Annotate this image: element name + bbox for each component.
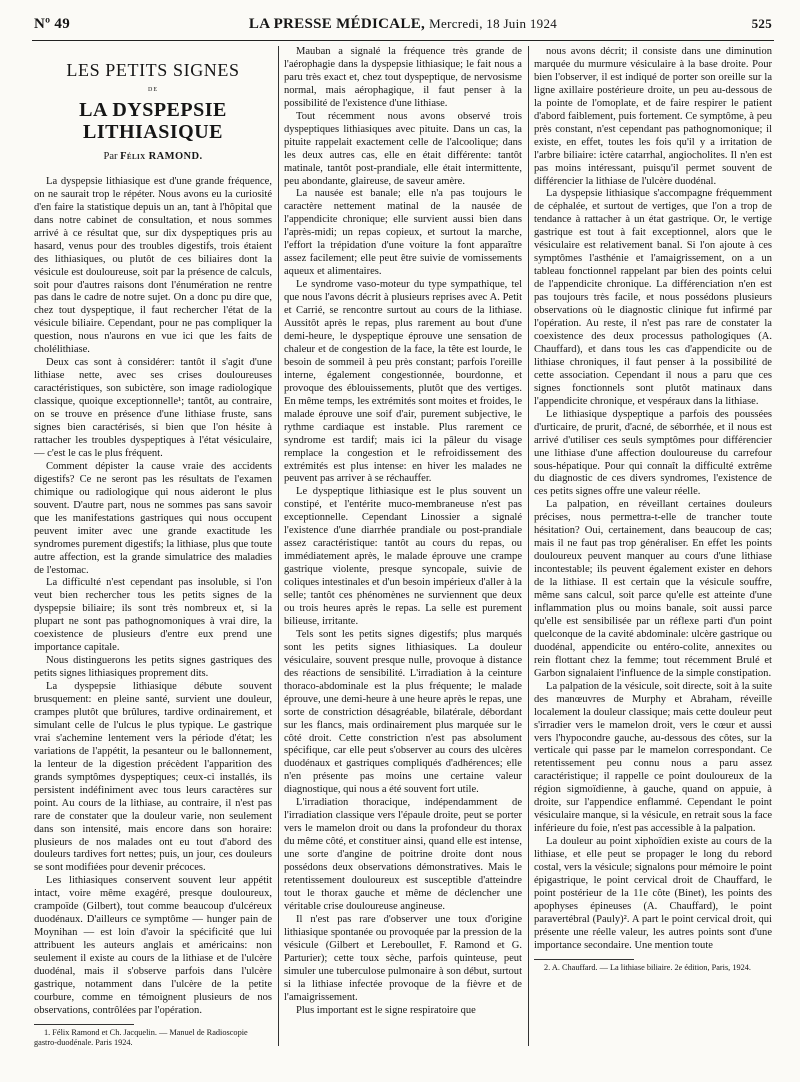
issue-number: Nº 49 <box>34 16 71 32</box>
footnote-rule <box>534 959 634 960</box>
paragraph: Comment dépister la cause vraie des accidents digestifs? Ce ne seront pas les résultats de l'examen chimique ou radiologique qui nous aideront le plus souvent. D'autre part, nous ne sommes pas sans savoir que les manifestations gastriques qui nous occupent peuvent imiter avec une grande exactitude les syndromes purement digestifs; la lithiase, plus que toute autre affection, est la grande simulatrice des maladies de l'estomac. <box>34 460 272 576</box>
page-number: 525 <box>751 16 772 31</box>
paragraph: La nausée est banale; elle n'a pas toujours le caractère nettement matinal de la nausée de l'appendicite chronique; elle survient aussi bien dans l'après-midi; un repas copieux, et surtout la marche, l'effort la trépidation d'une voiture la font apparaître assez facilement; elle peut être suivie de vomissements aqueux et alimentaires. <box>284 188 522 278</box>
footnote: 2. A. Chauffard. — La lithiase biliaire. 2e édition, Paris, 1924. <box>544 962 751 972</box>
byline <box>34 151 272 164</box>
column-2 <box>284 46 522 1066</box>
paragraph: Il n'est pas rare d'observer une toux d'origine lithiasique spontanée ou provoquée par la pression de la vésicule (Gilbert et Lereboullet, F. Ramond et G. Parturier); cette toux sèche, parfois quinteuse, peut simuler une tuberculose pulmonaire à son début, surtout si la lithiase infectée provoque de la fièvre et de l'amaigrissement. <box>284 913 522 1003</box>
page-header <box>34 16 772 38</box>
text-columns <box>34 46 772 1066</box>
author-name: Félix RAMOND. <box>120 150 203 162</box>
paragraph: La difficulté n'est cependant pas insoluble, si l'on veut bien rechercher tous les petits signes de la dyspepsie biliaire; ils sont très nombreux et, si la plupart ne sont pas pathognomoniques à vrai dire, la coexistence de plusieurs d'entre eux prend une importance capitale. <box>34 577 272 654</box>
paragraph: La palpation, en réveillant certaines douleurs précises, nous permettra-t-elle de trancher toute hésitation? Oui, certainement, dans beaucoup de cas; mais il ne faut pas trop généraliser. En effet les points douloureux peuvent manquer au cours d'une lithiase incontestable; ils peuvent également exister en dehors de la lithiase. Il est certain que la vésicule souffre, même sans calcul, soit parce qu'elle est atteinte d'une inflammation plus ou moins banale, soit aussi parce qu'elle est sensibilisée par un réflexe parti d'un point quelconque de la cavité abdominale: ulcère gastrique ou duodénal, appendicite ou entéro-colite, annexites ou rein flottant chez la femme; tout récemment Brulé et Garbon signalaient l'influence de la simple constipation. <box>534 499 772 679</box>
paragraph: Mauban a signalé la fréquence très grande de l'aérophagie dans la dyspepsie lithiasique; le fait nous a paru très exact et, chez tout dyspeptique, de nervosisme normal, mais aérophagique, il faut penser à la possibilité de l'existence d'une lithiase. <box>284 46 522 109</box>
column-divider <box>278 46 279 1046</box>
paragraph: Le dyspeptique lithiasique est le plus souvent un constipé, et l'entérite muco-membraneuse n'est pas exceptionnelle. Cependant Linossier a signalé l'existence d'une diarrhée prandiale ou post-prandiale assez caractéristique: tantôt au cours du repas, ou immédiatement après, le malade éprouve une crampe gastrique violente, presque syncopale, suivie de coliques intestinales et d'un besoin impérieux d'aller à la selle; tantôt ces phénomènes ne surviennent que deux ou trois heures après le repas. La selle est purement bilieuse, irritante. <box>284 486 522 627</box>
paragraph: Deux cas sont à considérer: tantôt il s'agit d'une lithiase nette, avec ses crises douloureuses caractéristiques, son subictère, son image radiologique classique, quoique exceptionnelle¹; tantôt, au contraire, on se trouve en présence d'une lithiase fruste, sans signes bien caractérisés, si bien que l'on hésite à rattacher les troubles dyspeptiques à l'état vésiculaire, — c'est le cas le plus fréquent. <box>34 357 272 459</box>
paragraph: L'irradiation thoracique, indépendamment de l'irradiation classique vers l'épaule droite, peut se porter vers le mamelon droit ou dans la profondeur du thorax du même côté, et constituer ainsi, quand elle est intense, une sorte d'angine de poitrine droite dont nous possédons deux observations démonstratives. Mais le retentissement douloureux est susceptible d'atteindre tout le thorax gauche et même de déclencher une véritable crise douloureuse angineuse. <box>284 797 522 912</box>
running-title <box>34 16 772 33</box>
paragraph: La palpation de la vésicule, soit directe, soit à la suite des manœuvres de Murphy et Abraham, réveille localement la douleur classique; mais cette douleur peut s'irradier vers le mamelon droit, vers le cœur et aussi vers l'hypocondre gauche, au-dessous des côtes, sur la verticale qui passe par le mamelon correspondant. Ce retentissement peu connu nous a paru assez caractéristique; il rappelle ce point douloureux de la région sigmoïdienne, à gauche, quand on appuie, à droite, sur l'appendice enflammé. Cependant le point vésiculaire manque, si la vésicule, en retrait sous la face inférieure du foie, n'est pas accessible à la palpation. <box>534 680 772 835</box>
paragraph: Le lithiasique dyspeptique a parfois des poussées d'urticaire, de prurit, d'acné, de séborrhée, et il nous est arrivé d'utiliser ces seuls symptômes pour différencier une lithiase d'une affection douloureuse du carrefour sous-hépatique. Pour qui connaît la difficulté extrême du diagnostic de ces divers syndromes, l'existence de ces petits signes offre une valeur réelle. <box>534 408 772 498</box>
journal-name: LA PRESSE MÉDICALE, <box>248 16 426 32</box>
column-1 <box>34 46 272 1066</box>
paragraph: Plus important est le signe respiratoire que <box>296 1004 476 1016</box>
paragraph: nous avons décrit; il consiste dans une diminution marquée du murmure vésiculaire à la base droite. Pour bien l'observer, il est indiqué de porter son oreille sur la ligne axillaire postérieure droite, un peu au-dessous de la pointe de l'omoplate, et de faire respirer le patient d'abord faiblement, puis fortement. Ce symptôme, à peu près constant, n'est cependant pas pathognomonique; il existe, en effet, toutes les fois qu'il y a irritation de l'arbre biliaire: ictère catarrhal, angiocholites. Il n'en est pas moins intéressant, puisqu'il permet souvent de différencier la lithiase de l'ulcère duodénal. <box>534 46 772 187</box>
paragraph: La douleur au point xiphoïdien existe au cours de la lithiase, et elle peut se propager le long du rebord costal, vers la vésicule; signalons pour mémoire le point épigastrique, le point cervical droit de Chauffard, le point postérieur de la 11e côte (Binet), les points des apophyses épineuses (A. Chauffard), le point paravertébral (Pauly)². A part le point cervical droit, qui présente une réelle valeur, les autres points sont d'une importance secondaire. Une mention toute <box>534 836 772 951</box>
article-title-line1: LES PETITS SIGNES <box>66 60 240 80</box>
article-title-line2: LA DYSPEPSIE LITHIASIQUE <box>79 98 227 143</box>
column-3 <box>534 46 772 1066</box>
paragraph: Les lithiasiques conservent souvent leur appétit intact, voire même exagéré, presque douloureux, crampoïde (Gilbert), tout comme beaucoup d'ulcéreux duodénaux. D'ailleurs ce symptôme — hunger pain de Moynihan — est loin d'avoir la spécificité que lui attribuent les auteurs anglais et américains: non seulement il existe au cours de la lithiase et de l'ulcère duodénal, mais il s'observe parfois dans l'ulcère gastrique, notamment dans l'ulcère de la petite courbure, comme en témoignent plusieurs de nos observations, contrôlées par l'opération. <box>34 875 272 1016</box>
column-divider <box>528 46 529 1046</box>
paragraph: Tels sont les petits signes digestifs; plus marqués sont les petits signes lithiasiques. La douleur vésiculaire, souvent presque nulle, provoque à distance des réactions de sensibilité. L'irradiation à la ceinture thoraco-abdominale est la plus fréquente; le malade éprouve, une demi-heure à une heure après le repas, une sorte de constriction désagréable, bilatérale, débordant sur les flancs, mais ordinairement plus marquée sur le côté droit. Cette constriction n'est pas absolument spécifique, car elle peut s'observer au cours des ulcères duodénaux et gastriques compliqués d'adhérences; elle n'en présente pas moins une certaine valeur diagnostique, qui nous a été souvent fort utile. <box>284 628 522 796</box>
footnote-rule <box>34 1024 134 1025</box>
paragraph: Tout récemment nous avons observé trois dyspeptiques lithiasiques avec pituite. Dans un cas, la pituite rappelait exactement celle de l'alcoolique; dans les deux autres cas, elle en était différente: tantôt matinale, tantôt post-prandiale, elle était intermittente, peu abondante, glaireuse, de saveur amère. <box>284 110 522 187</box>
paragraph: Le syndrome vaso-moteur du type sympathique, tel que nous l'avons décrit à plusieurs reprises avec A. Petit et Carrié, se rencontre surtout au cours de la lithiase. Aussitôt après le repas, plus rarement au bout d'une demi-heure, le dyspeptique éprouve une sensation de chaleur et de congestion de la face, la tête est lourde, le besoin de sommeil à peu près constant; parfois l'oreille interne, également congestionnée, bourdonne, et provoque des éblouissements, plutôt que des vertiges. En même temps, les extrémités sont moites et froides, le malade éprouve une soif d'air, purement subjective, le rythme cardiaque est instable. Plus rarement ce syndrome est tardif; mais ici la pâleur du visage remplace la congestion et le refroidissement des extrémités est plus intense: en hiver les malades ne peuvent pas arriver à se réchauffer. <box>284 279 522 485</box>
header-rule <box>32 40 774 41</box>
issue-date: Mercredi, 18 Juin 1924 <box>429 16 558 31</box>
paragraph: La dyspepsie lithiasique s'accompagne fréquemment de céphalée, et surtout de vertiges, que l'on a trop de tendance à rattacher à un état gastrique. Or, le vertige gastrique est tout à fait exceptionnel, alors que le vésiculaire est relativement banal. Si l'on ajoute à ces symptômes l'asthénie et l'amaigrissement, on a un tableau fonctionnel rappelant par bien des points celui de l'appendicite chronique. La différenciation n'en est pas toujours très facile, et nous possédons plusieurs observations où le diagnostic clinique fut infirmé par l'opération. Au reste, il n'est pas rare de constater la coexistence des deux processus pathologiques (A. Chauffard), et dans tous les cas d'appendicite ou de lithiase chroniques, il faut penser à la possibilité de cette association. Cependant il nous a paru que ces signes fonctionnels sont plutôt matinaux dans l'appendicite chronique, et vespéraux dans la lithiase. <box>534 188 772 407</box>
paragraph: Nous distinguerons les petits signes gastriques des petits signes lithiasiques proprement dits. <box>34 655 272 680</box>
paragraph: La dyspepsie lithiasique débute souvent brusquement: en pleine santé, survient une douleur, crampes plutôt que brûlures, tardive ordinairement, et simulant celle de l'ulcus le plus typique. Le gastrique vrai s'achemine lentement vers la période d'état; les variations de l'appétit, la pesanteur ou le ballonnement, la lenteur de la digestion précèdent l'apparition des grands symptômes dyspeptiques; ceux-ci installés, ils persistent indéfiniment avec tous leurs caractères sur point. Au cours de la lithiase, au contraire, il n'est pas rare de constater que la douleur varie, non seulement dans son intensité, mais encore dans son horaire: plusieurs de nos malades ont eu tout d'abord des douleurs tardives fort nettes; puis, un jour, ces douleurs se sont modifiées pour devenir précoces. <box>34 681 272 874</box>
paragraph: La dyspepsie lithiasique est d'une grande fréquence, on ne saurait trop le répéter. Nous avons eu la curiosité d'en faire la statistique depuis un an, tant à l'hôpital que dans notre cabinet de consultation, et nous sommes arrivé à ce résultat que, sur dix dyspeptiques pris au hasard, venus pour des troubles digestifs, trois étaient des lithiasiques, ou plutôt de ces biliaires dont la vésicule est douloureuse, soit par la présence de calculs, soit pour d'autres raisons dont l'énumération ne rentre pas dans le cadre de notre sujet. On a donc pu dire que, chez tout dyspeptique, il faut rechercher l'état de la vésicule biliaire. Cependant, pour ne pas compliquer la question, nous n'aurons en vue ici que les faits de cholélithiase. <box>34 175 272 356</box>
byline-prefix: Par <box>103 150 118 162</box>
footnote: 1. Félix Ramond et Ch. Jacquelin. — Manuel de Radioscopie gastro-duodénale. Paris 1924. <box>34 1027 248 1047</box>
article-title-de: DE <box>148 87 158 93</box>
